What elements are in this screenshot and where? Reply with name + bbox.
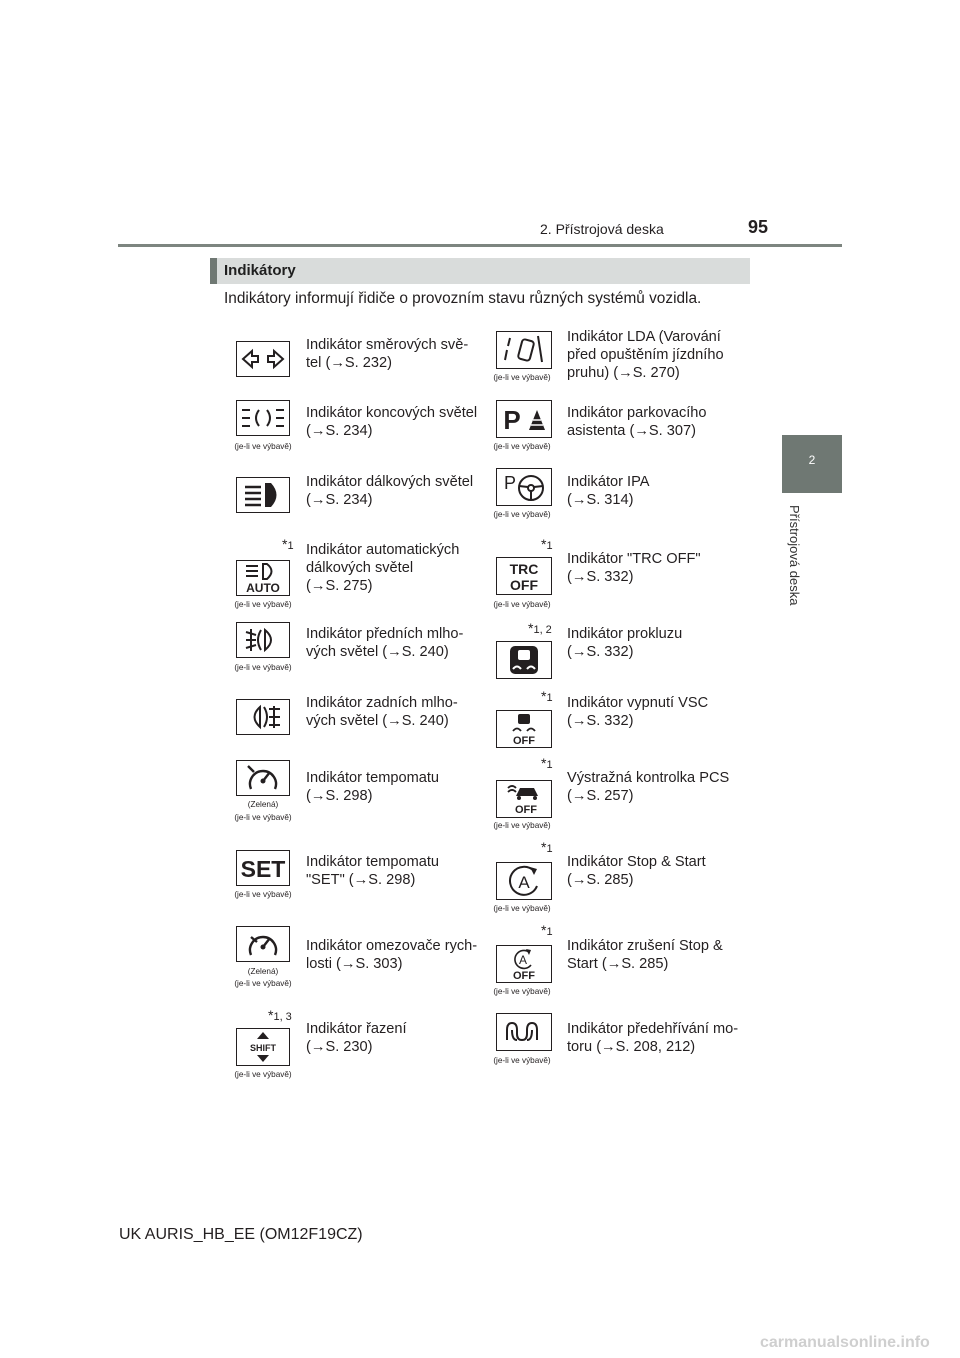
cancel-a-label: A [518,953,528,967]
a-label: A [518,873,530,892]
shift-label: SHIFT [250,1043,276,1053]
speed-limiter-icon [236,926,290,962]
footnote-marker: *1 [282,536,294,552]
green-caption: (Zelená) [247,800,279,809]
indicator-description: Indikátor omezovače rych- losti (→S. 303) [306,938,478,972]
cruise-set-icon [236,850,290,886]
vsc-off-label: OFF [513,735,535,746]
section-title: Indikátory [224,262,296,279]
parking-assist-icon [496,400,552,438]
set-label: SET [240,856,286,882]
indicator-description: Indikátor směrových svě- tel (→S. 232) [306,337,469,371]
equipped-caption: (je-li ve výbavě) [493,600,551,609]
footnote-marker: *1 [541,839,553,855]
equipped-caption: (je-li ve výbavě) [234,1070,292,1079]
equipped-caption: (je-li ve výbavě) [234,979,292,988]
page-number: 95 [748,217,769,237]
indicator-description: Indikátor koncových světel (→S. 234) [306,405,478,439]
equipped-caption: (je-li ve výbavě) [493,1056,551,1065]
indicator-description: Indikátor IPA (→S. 314) [567,474,650,508]
watermark: carmanualsonline.info [760,1334,930,1351]
equipped-caption: (je-li ve výbavě) [493,904,551,913]
cruise-control-icon [236,760,290,796]
chapter-tab[interactable] [782,435,842,493]
stop-start-icon [496,862,552,900]
indicator-description: Indikátor zrušení Stop & Start (→S. 285) [567,938,723,972]
footnote-marker: *1 [541,688,553,704]
indicator-description: Indikátor tempomatu (→S. 298) [306,770,440,804]
pcs-warning-icon [496,780,552,818]
footnote-marker: *1, 3 [268,1007,292,1023]
equipped-caption: (je-li ve výbavě) [234,600,292,609]
indicator-description: Výstražná kontrolka PCS (→S. 257) [567,770,730,804]
auto-label: AUTO [246,581,280,594]
equipped-caption: (je-li ve výbavě) [493,373,551,382]
indicator-description: Indikátor prokluzu (→S. 332) [567,626,683,660]
document-code: UK AURIS_HB_EE (OM12F19CZ) [119,1226,363,1243]
indicator-description: Indikátor automatických dálkových světel (→S. 275) [306,542,460,594]
auto-high-beam-icon [236,560,290,596]
equipped-caption: (je-li ve výbavě) [234,890,292,899]
cancel-off-label: OFF [513,970,535,981]
trc-off-label: OFF [510,577,538,593]
vsc-off-icon [496,710,552,748]
equipped-caption: (je-li ve výbavě) [493,821,551,830]
indicator-description: Indikátor tempomatu "SET" (→S. 298) [306,854,440,888]
footnote-marker: *1 [541,536,553,552]
indicator-description: Indikátor parkovacího asistenta (→S. 307) [567,405,707,439]
trc-off-icon [496,557,552,595]
header-rule [118,244,842,247]
indicator-description: Indikátor zadních mlho- vých světel (→S. 240) [306,695,458,729]
ipa-icon [496,468,552,506]
indicator-description: Indikátor LDA (Varování před opuštěním jízdního pruhu) (→S. 270) [567,329,724,381]
equipped-caption: (je-li ve výbavě) [234,663,292,672]
tail-light-icon [236,400,290,436]
footnote-marker: *1, 2 [528,620,552,636]
pcs-off-label: OFF [515,804,537,816]
header-section-title: 2. Přístrojová deska [540,221,664,237]
indicator-description: Indikátor řazení (→S. 230) [306,1021,407,1055]
lda-icon [496,331,552,369]
green-caption: (Zelená) [247,967,279,976]
rear-fog-icon [236,699,290,735]
shift-indicator-icon [236,1028,290,1066]
indicator-description: Indikátor předních mlho- vých světel (→S. 240) [306,626,464,660]
indicator-description: Indikátor "TRC OFF" (→S. 332) [567,551,701,585]
equipped-caption: (je-li ve výbavě) [234,813,292,822]
chapter-label: Přístrojová deska [787,505,802,606]
high-beam-icon [236,477,290,513]
slip-icon [496,641,552,679]
front-fog-icon [236,622,290,658]
indicator-description: Indikátor Stop & Start (→S. 285) [567,854,706,888]
stop-start-cancel-icon [496,945,552,983]
equipped-caption: (je-li ve výbavě) [493,442,551,451]
indicator-description: Indikátor dálkových světel (→S. 234) [306,474,474,508]
trc-label: TRC [509,561,539,577]
chapter-number: 2 [808,453,816,467]
equipped-caption: (je-li ve výbavě) [234,442,292,451]
ipa-p-label: P [503,473,517,493]
footnote-marker: *1 [541,922,553,938]
intro-text: Indikátory informují řidiče o provozním stavu různých systémů vozidla. [224,290,702,307]
equipped-caption: (je-li ve výbavě) [493,987,551,996]
indicator-description: Indikátor vypnutí VSC (→S. 332) [567,695,709,729]
section-banner-accent [210,258,217,284]
p-label: P [503,405,521,434]
glow-plug-icon [496,1013,552,1051]
equipped-caption: (je-li ve výbavě) [493,510,551,519]
turn-signal-icon [236,341,290,377]
footnote-marker: *1 [541,755,553,771]
indicator-description: Indikátor předehřívání mo- toru (→S. 208, 212) [567,1021,739,1055]
